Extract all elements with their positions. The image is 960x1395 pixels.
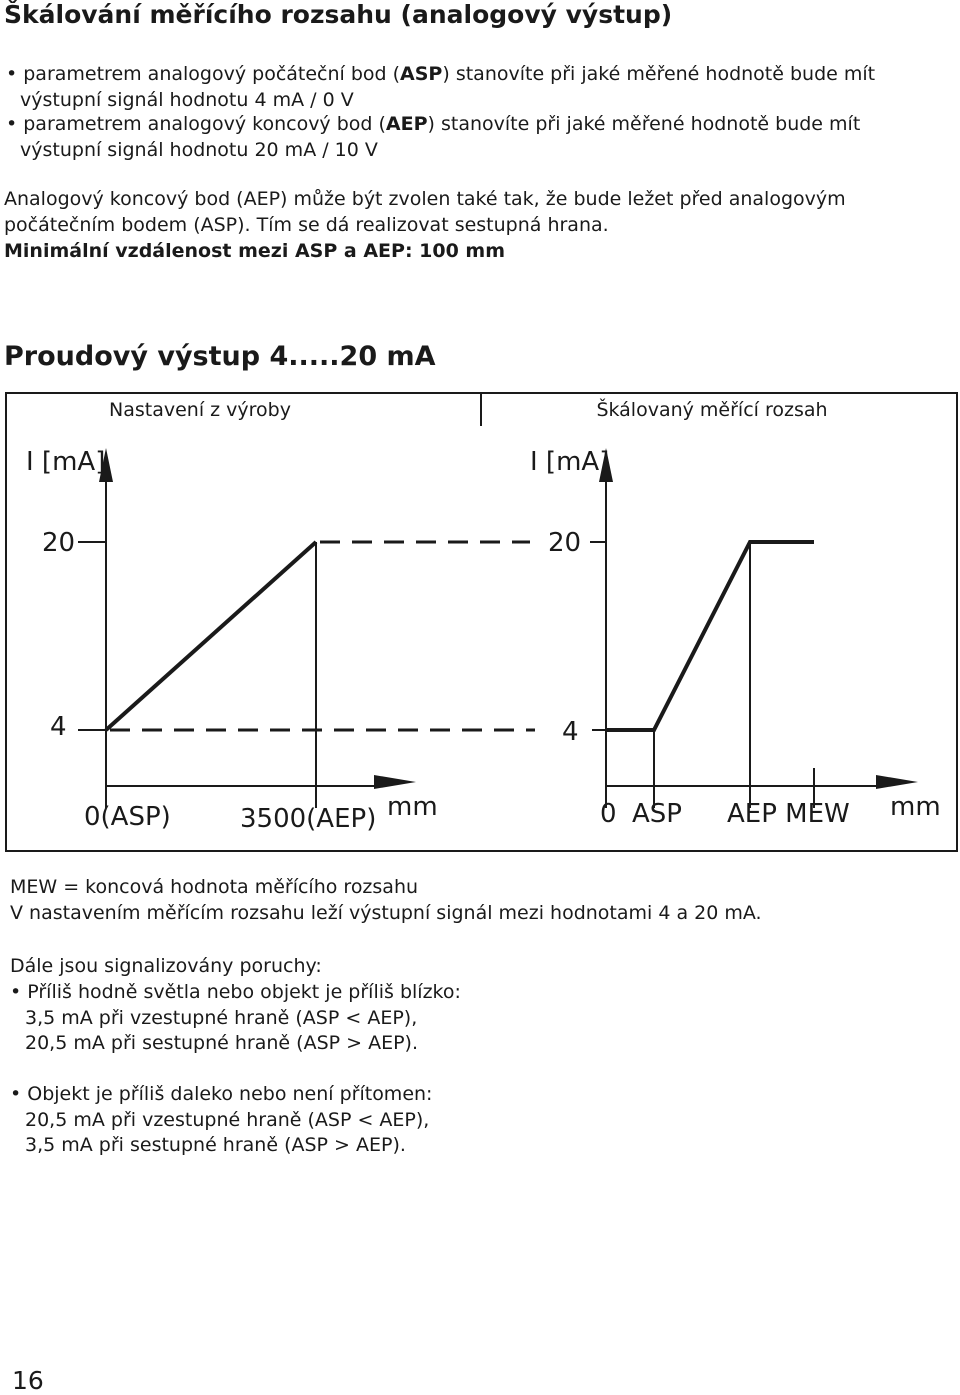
left-ramp-line bbox=[106, 542, 316, 730]
page-title: Škálování měřícího rozsahu (analogový výstup) bbox=[4, 0, 673, 29]
right-x-unit: mm bbox=[890, 792, 941, 822]
left-chart bbox=[26, 447, 535, 834]
bullet-aep-line-1 bbox=[6, 111, 860, 137]
fault-1-line-1: 3,5 mA při vzestupné hraně (ASP < AEP), bbox=[25, 1007, 418, 1029]
right-label-zero: 0 bbox=[600, 799, 617, 829]
right-panel-heading: Škálovaný měřící rozsah bbox=[596, 399, 828, 421]
bullet-asp bbox=[6, 61, 875, 113]
bullet-asp-text-2: ) stanovíte při jaké měřené hodnotě bude mít bbox=[442, 63, 876, 85]
bullet-aep-text-2: ) stanovíte při jaké měřené hodnotě bude mít bbox=[427, 113, 861, 135]
right-label-aep-mew: AEP MEW bbox=[727, 799, 850, 829]
right-y-axis-label: I [mA] bbox=[530, 447, 610, 477]
right-label-4: 4 bbox=[562, 717, 579, 747]
fault-2-lead: • Objekt je příliš daleko nebo není přítomen: bbox=[10, 1083, 433, 1105]
left-x-axis-arrow bbox=[374, 775, 416, 789]
fault-1-lead: • Příliš hodně světla nebo objekt je příliš blízko: bbox=[10, 981, 461, 1003]
bullet-aep-text: • parametrem analogový koncový bod ( bbox=[6, 113, 386, 135]
note-mew: MEW = koncová hodnota měřícího rozsahu bbox=[10, 876, 419, 898]
fault-2-line-1: 20,5 mA při vzestupné hraně (ASP < AEP), bbox=[25, 1109, 430, 1131]
left-label-20: 20 bbox=[42, 528, 76, 558]
right-chart bbox=[530, 447, 941, 829]
min-distance-note: Minimální vzdálenost mezi ASP a AEP: 100 mm bbox=[4, 240, 506, 262]
page-number: 16 bbox=[12, 1366, 44, 1395]
faults-heading: Dále jsou signalizovány poruchy: bbox=[10, 955, 322, 977]
bullet-asp-line-1 bbox=[6, 61, 875, 87]
bullet-asp-term: ASP bbox=[400, 63, 443, 85]
fault-1-line-2: 20,5 mA při sestupné hraně (ASP > AEP). bbox=[25, 1032, 418, 1054]
right-label-20: 20 bbox=[548, 528, 582, 558]
left-label-4: 4 bbox=[50, 712, 67, 742]
left-label-asp: 0(ASP) bbox=[84, 802, 171, 832]
bullet-aep-line-2: výstupní signál hodnotu 20 mA / 10 V bbox=[20, 139, 378, 161]
left-y-axis-label: I [mA] bbox=[26, 447, 106, 477]
section-title: Proudový výstup 4.....20 mA bbox=[4, 341, 436, 372]
bullet-asp-text: • parametrem analogový počáteční bod ( bbox=[6, 63, 401, 85]
bullet-aep-term: AEP bbox=[385, 113, 428, 135]
paragraph-line-2: počátečním bodem (ASP). Tím se dá realizovat sestupná hrana. bbox=[4, 214, 609, 236]
right-scaled-curve bbox=[606, 542, 814, 730]
bullet-aep bbox=[6, 111, 860, 163]
bullet-asp-line-2: výstupní signál hodnotu 4 mA / 0 V bbox=[20, 89, 354, 111]
paragraph-line-1: Analogový koncový bod (AEP) může být zvolen také tak, že bude ležet před analogovým bbox=[4, 188, 846, 210]
left-x-unit: mm bbox=[387, 792, 438, 822]
left-label-aep: 3500(AEP) bbox=[240, 804, 377, 834]
current-output-diagram bbox=[0, 390, 960, 855]
right-label-asp: ASP bbox=[632, 799, 682, 829]
left-panel-heading: Nastavení z výroby bbox=[109, 399, 291, 421]
note-range: V nastavením měřícím rozsahu leží výstupní signál mezi hodnotami 4 a 20 mA. bbox=[10, 902, 762, 924]
fault-2-line-2: 3,5 mA při sestupné hraně (ASP > AEP). bbox=[25, 1134, 406, 1156]
right-x-axis-arrow bbox=[876, 775, 918, 789]
